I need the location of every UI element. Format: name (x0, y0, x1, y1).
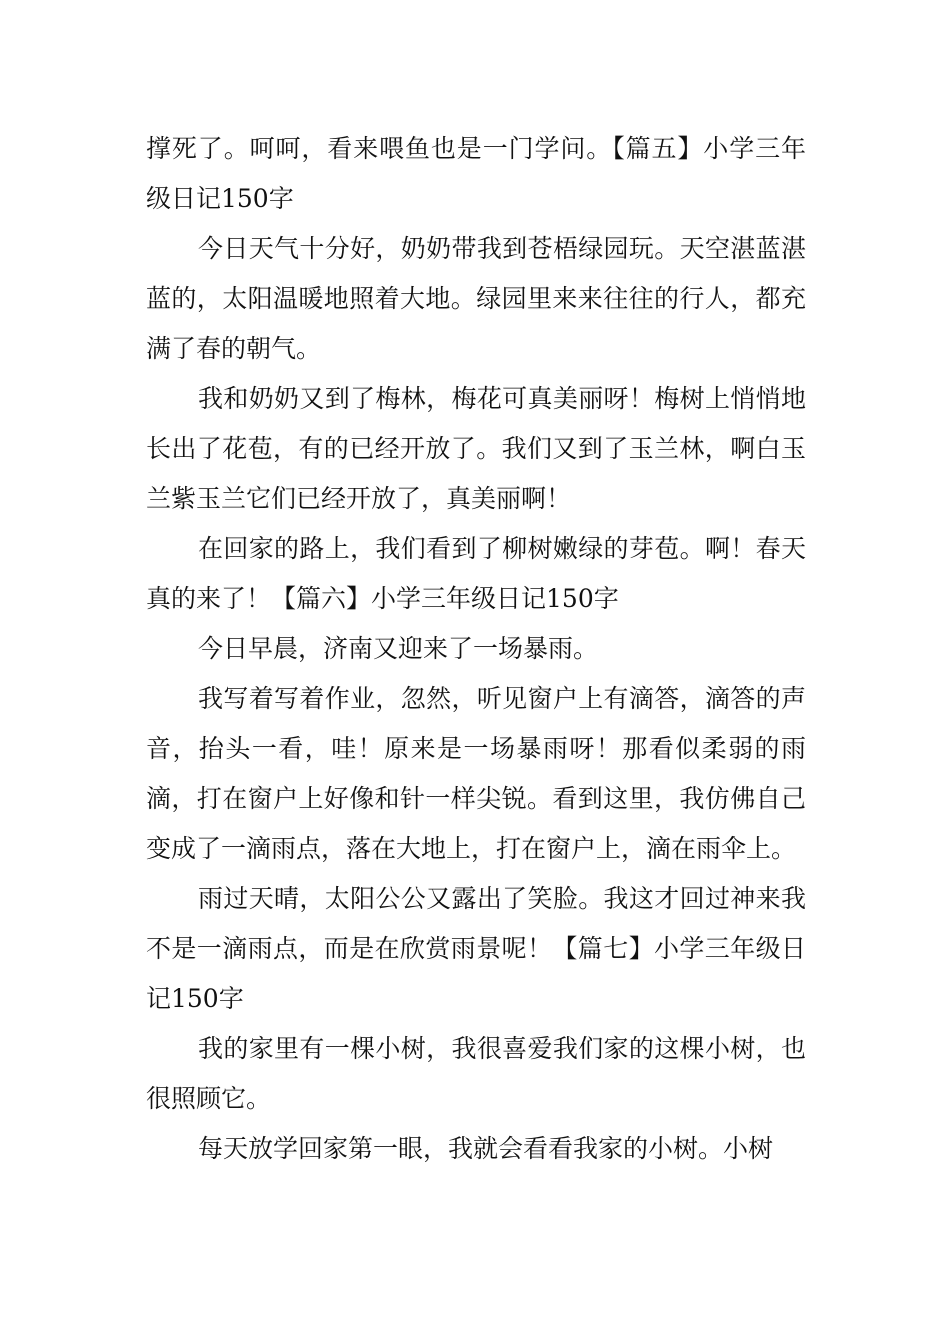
paragraph-2: 今日天气十分好，奶奶带我到苍梧绿园玩。天空湛蓝湛蓝的，太阳温暖地照着大地。绿园里来来往往的行人，都充满了春的朝气。 (146, 234, 806, 363)
paragraph-7: 雨过天晴，太阳公公又露出了笑脸。我这才回过神来我不是一滴雨点，而是在欣赏雨景呢！【篇七】小学三年级日记150字 (146, 884, 806, 1013)
paragraph-6: 我写着写着作业，忽然，听见窗户上有滴答，滴答的声音，抬头一看，哇！原来是一场暴雨呀！那看似柔弱的雨滴，打在窗户上好像和针一样尖锐。看到这里，我仿佛自己变成了一滴雨点，落在大地上，打在窗户上，滴在雨伞上。 (146, 684, 806, 863)
paragraph-3: 我和奶奶又到了梅林，梅花可真美丽呀！梅树上悄悄地长出了花苞，有的已经开放了。我们又到了玉兰林，啊白玉兰紫玉兰它们已经开放了，真美丽啊！ (146, 384, 806, 513)
paragraph-1: 撑死了。呵呵，看来喂鱼也是一门学问。【篇五】小学三年级日记150字 (146, 134, 806, 213)
paragraph-5: 今日早晨，济南又迎来了一场暴雨。 (198, 634, 599, 663)
paragraph-8: 我的家里有一棵小树，我很喜爱我们家的这棵小树，也很照顾它。 (146, 1034, 806, 1113)
document-page (146, 124, 806, 1174)
paragraph-9: 每天放学回家第一眼，我就会看看我家的小树。小树 (198, 1134, 774, 1163)
paragraph-4: 在回家的路上，我们看到了柳树嫩绿的芽苞。啊！春天真的来了！【篇六】小学三年级日记150字 (146, 534, 806, 613)
